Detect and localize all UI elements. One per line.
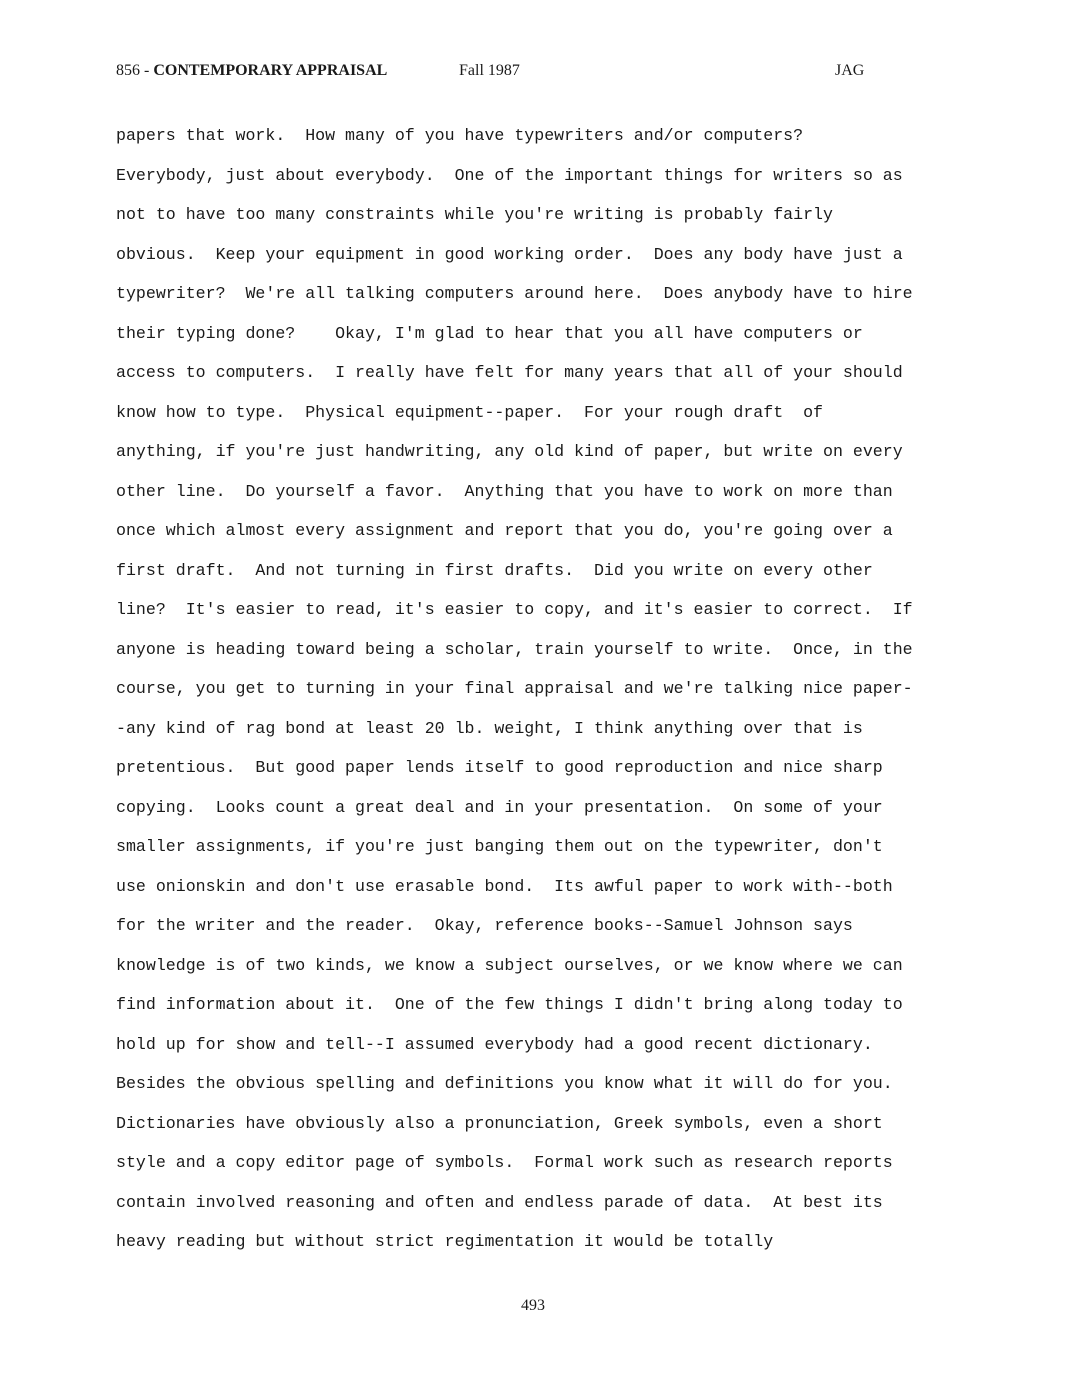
text-line: pretentious. But good paper lends itself to good reproduction and nice sharp bbox=[116, 758, 883, 777]
text-line: hold up for show and tell--I assumed everybody had a good recent dictionary. bbox=[116, 1034, 873, 1054]
text-line: smaller assignments, if you're just banging them out on the typewriter, don't bbox=[116, 837, 883, 856]
text-line: heavy reading but without strict regimentation it would be totally bbox=[116, 1232, 774, 1251]
text-line: once which almost every assignment and report that you do, you're going over a bbox=[116, 521, 893, 540]
text-line: know how to type. Physical equipment--paper. For your rough draft of bbox=[116, 402, 824, 422]
course-title bbox=[116, 62, 387, 80]
text-line: course, you get to turning in your final appraisal and we're talking nice paper- bbox=[116, 679, 913, 698]
text-line: papers that work. How many of you have typewriters and/or computers? bbox=[116, 126, 804, 145]
page-header bbox=[116, 62, 876, 84]
text-line: knowledge is of two kinds, we know a subject ourselves, or we know where we can bbox=[116, 955, 903, 975]
term-label: Fall 1987 bbox=[459, 62, 520, 79]
text-line: for the writer and the reader. Okay, reference books--Samuel Johnson says bbox=[116, 916, 853, 935]
text-line: typewriter? We're all talking computers around here. Does anybody have to hire bbox=[116, 284, 913, 303]
text-line: their typing done? Okay, I'm glad to hear that you all have computers or bbox=[116, 323, 863, 343]
text-line: anyone is heading toward being a scholar, train yourself to write. Once, in the bbox=[116, 639, 913, 659]
text-line: other line. Do yourself a favor. Anything that you have to work on more than bbox=[116, 481, 893, 501]
text-line: line? It's easier to read, it's easier to copy, and it's easier to correct. If bbox=[116, 600, 913, 619]
text-line: Dictionaries have obviously also a pronunciation, Greek symbols, even a short bbox=[116, 1113, 883, 1133]
author-initials: JAG bbox=[835, 62, 865, 79]
transcript-body bbox=[116, 116, 956, 1262]
course-code: 856 - bbox=[116, 62, 154, 79]
text-line: Besides the obvious spelling and definitions you know what it will do for you. bbox=[116, 1074, 893, 1093]
text-line: use onionskin and don't use erasable bond. Its awful paper to work with--both bbox=[116, 876, 893, 896]
text-line: -any kind of rag bond at least 20 lb. weight, I think anything over that is bbox=[116, 718, 863, 738]
text-line: copying. Looks count a great deal and in your presentation. On some of your bbox=[116, 797, 883, 817]
course-name: CONTEMPORARY APPRAISAL bbox=[153, 62, 388, 79]
text-line: anything, if you're just handwriting, any old kind of paper, but write on every bbox=[116, 442, 903, 461]
text-line: access to computers. I really have felt for many years that all of your should bbox=[116, 363, 903, 382]
text-line: Everybody, just about everybody. One of the important things for writers so as bbox=[116, 165, 903, 185]
page-number: 493 bbox=[521, 1297, 545, 1314]
text-line: obvious. Keep your equipment in good working order. Does any body have just a bbox=[116, 244, 903, 264]
text-line: first draft. And not turning in first drafts. Did you write on every other bbox=[116, 560, 873, 580]
text-line: find information about it. One of the few things I didn't bring along today to bbox=[116, 995, 903, 1014]
text-line: style and a copy editor page of symbols. Formal work such as research reports bbox=[116, 1153, 893, 1172]
text-line: not to have too many constraints while you're writing is probably fairly bbox=[116, 205, 833, 224]
text-line: contain involved reasoning and often and endless parade of data. At best its bbox=[116, 1192, 883, 1212]
